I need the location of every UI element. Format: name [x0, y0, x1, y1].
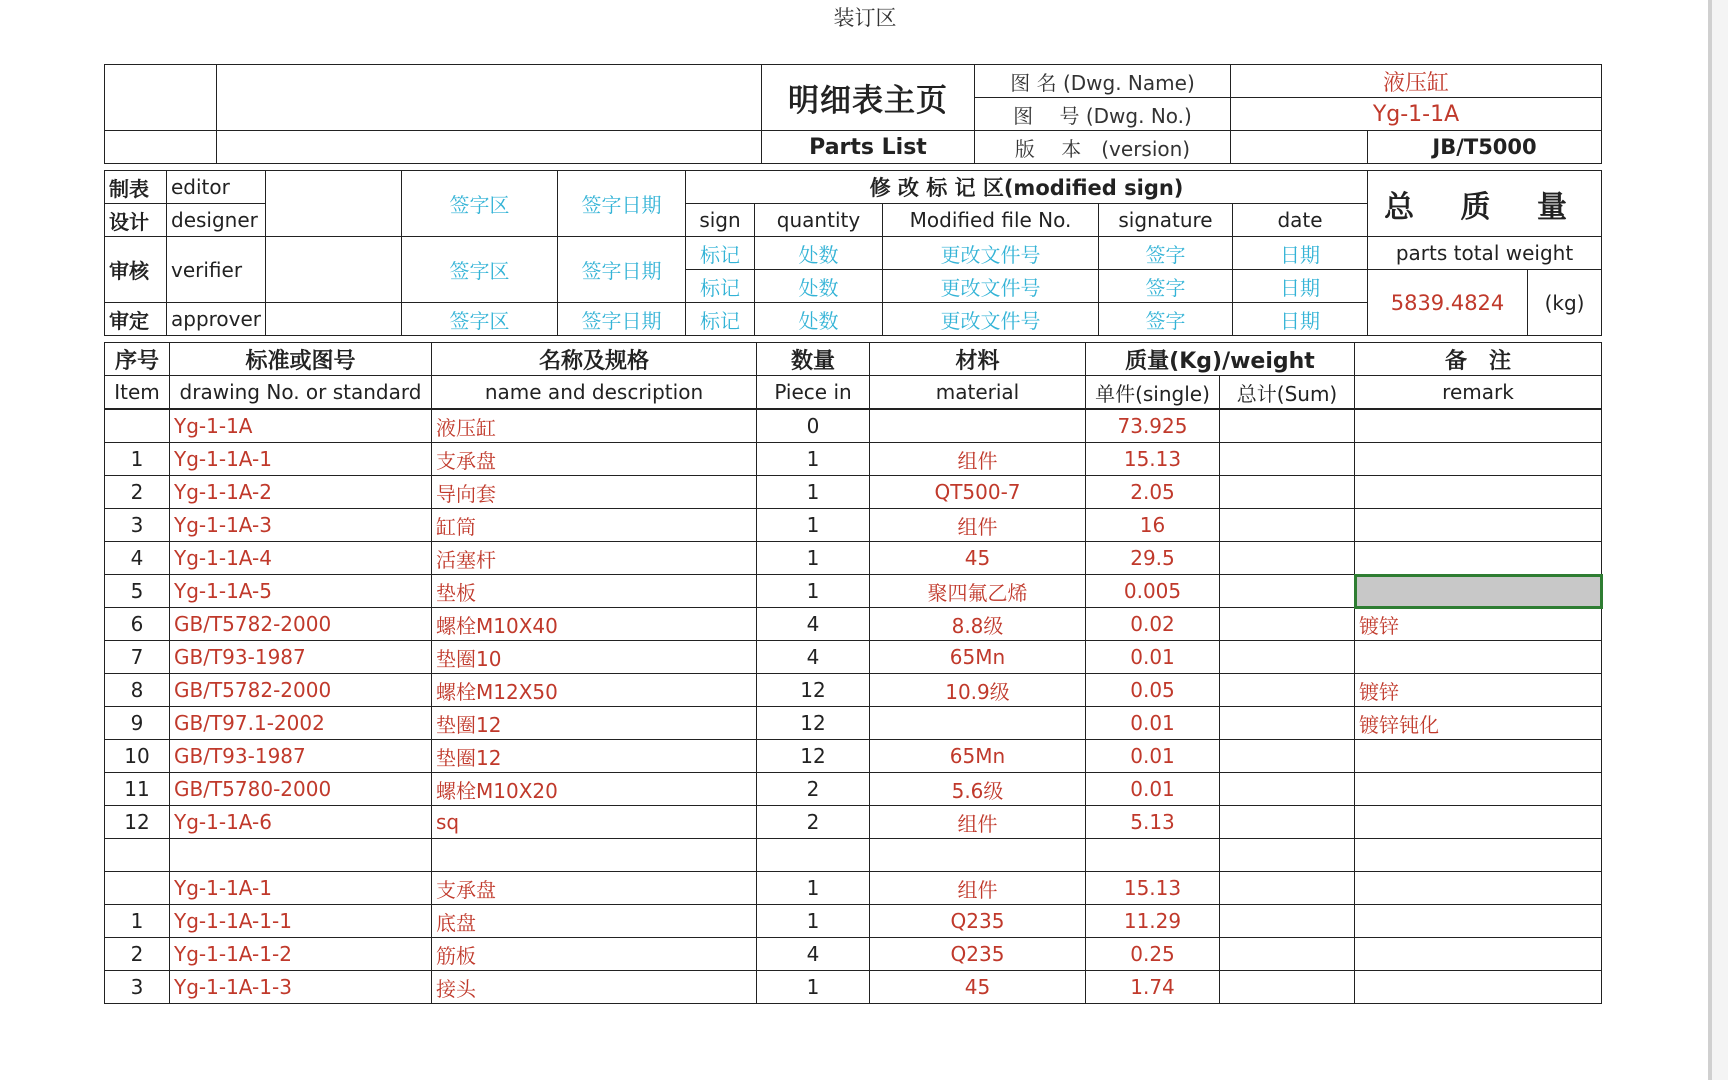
dwg-no-value[interactable]: Yg-1-1A [1231, 98, 1602, 131]
name-cell[interactable]: 垫圈12 [432, 740, 757, 773]
item-cell[interactable] [105, 409, 170, 443]
qty-cell[interactable] [757, 839, 870, 872]
col-subheader-sum: 总计(Sum) [1220, 376, 1355, 410]
mod-cell[interactable]: 更改文件号 [883, 270, 1099, 303]
qty-cell[interactable]: 1 [757, 542, 870, 575]
single-weight-cell[interactable]: 16 [1086, 509, 1220, 542]
single-weight-cell[interactable]: 15.13 [1086, 872, 1220, 905]
remark-cell[interactable] [1355, 938, 1602, 971]
name-cell[interactable] [432, 839, 757, 872]
item-cell[interactable]: 4 [105, 542, 170, 575]
name-cell[interactable]: 支承盘 [432, 872, 757, 905]
single-weight-cell[interactable]: 2.05 [1086, 476, 1220, 509]
name-cell[interactable]: 螺栓M10X40 [432, 608, 757, 641]
version-value[interactable] [1231, 131, 1368, 164]
material-cell[interactable]: 45 [870, 542, 1086, 575]
single-weight-cell[interactable]: 0.05 [1086, 674, 1220, 707]
name-cell[interactable]: 活塞杆 [432, 542, 757, 575]
qty-cell[interactable]: 4 [757, 938, 870, 971]
single-weight-cell[interactable]: 0.02 [1086, 608, 1220, 641]
col-header-material: 材料 [870, 343, 1086, 376]
total-weight-unit: (kg) [1528, 270, 1602, 336]
qty-cell[interactable]: 1 [757, 476, 870, 509]
sum-weight-cell[interactable] [1220, 443, 1355, 476]
name-cell[interactable]: 底盘 [432, 905, 757, 938]
table-row [105, 476, 1602, 509]
drawing-no-cell[interactable]: Yg-1-1A-1-2 [170, 938, 432, 971]
sign-area[interactable]: 签字区 [402, 237, 558, 303]
material-cell[interactable]: 组件 [870, 872, 1086, 905]
single-weight-cell[interactable]: 11.29 [1086, 905, 1220, 938]
total-weight-en: parts total weight [1368, 237, 1602, 270]
item-cell[interactable]: 1 [105, 443, 170, 476]
dwg-name-label: 图 名 (Dwg. Name) [975, 65, 1231, 98]
drawing-no-cell[interactable]: GB/T5782-2000 [170, 608, 432, 641]
role-en: editor [167, 171, 266, 204]
single-weight-cell[interactable]: 73.925 [1086, 409, 1220, 443]
col-subheader-material: material [870, 376, 1086, 410]
table-row [105, 641, 1602, 674]
sum-weight-cell[interactable] [1220, 938, 1355, 971]
item-cell[interactable]: 3 [105, 971, 170, 1004]
remark-cell[interactable] [1355, 971, 1602, 1004]
name-cell[interactable]: 导向套 [432, 476, 757, 509]
qty-cell[interactable]: 1 [757, 509, 870, 542]
table-row [105, 443, 1602, 476]
sum-weight-cell[interactable] [1220, 641, 1355, 674]
item-cell[interactable]: 11 [105, 773, 170, 806]
material-cell[interactable]: 45 [870, 971, 1086, 1004]
material-cell[interactable]: Q235 [870, 938, 1086, 971]
mod-cell[interactable]: 日期 [1233, 270, 1368, 303]
mod-cell[interactable]: 签字 [1099, 237, 1233, 270]
col-subheader-single: 单件(single) [1086, 376, 1220, 410]
table-row [105, 674, 1602, 707]
drawing-no-cell[interactable]: GB/T93-1987 [170, 641, 432, 674]
item-cell[interactable]: 8 [105, 674, 170, 707]
drawing-no-cell[interactable]: GB/T97.1-2002 [170, 707, 432, 740]
col-subheader-item: Item [105, 376, 170, 410]
single-weight-cell[interactable]: 0.01 [1086, 641, 1220, 674]
remark-cell[interactable] [1355, 839, 1602, 872]
name-cell[interactable]: 液压缸 [432, 409, 757, 443]
remark-cell[interactable]: 镀锌 [1355, 608, 1602, 641]
name-cell[interactable]: 接头 [432, 971, 757, 1004]
name-cell[interactable]: 支承盘 [432, 443, 757, 476]
qty-cell[interactable]: 12 [757, 707, 870, 740]
dwg-name-value[interactable]: 液压缸 [1231, 65, 1602, 98]
sign-date[interactable]: 签字日期 [558, 237, 686, 303]
mod-cell[interactable]: 处数 [755, 237, 883, 270]
qty-cell[interactable]: 1 [757, 971, 870, 1004]
role-cn: 审核 [105, 237, 167, 303]
blank-cell[interactable] [217, 131, 762, 164]
single-weight-cell[interactable]: 1.74 [1086, 971, 1220, 1004]
col-subheader-drawing: drawing No. or standard [170, 376, 432, 410]
sum-weight-cell[interactable] [1220, 476, 1355, 509]
scrollbar[interactable] [1712, 0, 1728, 1080]
item-cell[interactable]: 10 [105, 740, 170, 773]
parts-body [105, 409, 1602, 1004]
table-row [105, 542, 1602, 575]
sum-weight-cell[interactable] [1220, 509, 1355, 542]
drawing-no-cell[interactable]: Yg-1-1A-6 [170, 806, 432, 839]
sum-weight-cell[interactable] [1220, 773, 1355, 806]
remark-cell[interactable] [1355, 476, 1602, 509]
sum-weight-cell[interactable] [1220, 839, 1355, 872]
item-cell[interactable]: 1 [105, 905, 170, 938]
mod-cell[interactable]: 处数 [755, 303, 883, 336]
mod-cell[interactable]: 签字 [1099, 270, 1233, 303]
col-subheader-qty: Piece in [757, 376, 870, 410]
role-en: designer [167, 204, 266, 237]
sum-weight-cell[interactable] [1220, 740, 1355, 773]
table-row [105, 409, 1602, 443]
remark-cell[interactable] [1355, 443, 1602, 476]
single-weight-cell[interactable]: 0.005 [1086, 575, 1220, 608]
table-row [105, 839, 1602, 872]
col-header-name: 名称及规格 [432, 343, 757, 376]
table-row [105, 971, 1602, 1004]
parts-list-title: 明细表主页 [762, 65, 975, 131]
drawing-no-cell[interactable]: Yg-1-1A-2 [170, 476, 432, 509]
version-label: 版 本 (version) [975, 131, 1231, 164]
col-header-weight: 质量(Kg)/weight [1086, 343, 1355, 376]
mod-cell[interactable]: 更改文件号 [883, 303, 1099, 336]
col-header-drawing: 标准或图号 [170, 343, 432, 376]
qty-cell[interactable]: 0 [757, 409, 870, 443]
material-cell[interactable]: 组件 [870, 443, 1086, 476]
material-cell[interactable]: 65Mn [870, 641, 1086, 674]
single-weight-cell[interactable]: 0.01 [1086, 707, 1220, 740]
dwg-no-label: 图 号 (Dwg. No.) [975, 98, 1231, 131]
item-cell[interactable]: 5 [105, 575, 170, 608]
material-cell[interactable]: Q235 [870, 905, 1086, 938]
table-row [105, 608, 1602, 641]
qty-cell[interactable]: 1 [757, 443, 870, 476]
remark-cell[interactable]: 镀锌 [1355, 674, 1602, 707]
material-cell[interactable]: 65Mn [870, 740, 1086, 773]
single-weight-cell[interactable]: 0.25 [1086, 938, 1220, 971]
mod-cell[interactable]: 更改文件号 [883, 237, 1099, 270]
total-weight-value[interactable]: 5839.4824 [1368, 270, 1528, 336]
sum-weight-cell[interactable] [1220, 905, 1355, 938]
item-cell[interactable]: 9 [105, 707, 170, 740]
drawing-no-cell[interactable]: Yg-1-1A-4 [170, 542, 432, 575]
mod-header: Modified file No. [883, 204, 1099, 237]
mod-header: date [1233, 204, 1368, 237]
modified-sign-title: 修 改 标 记 区(modified sign) [686, 171, 1368, 204]
drawing-no-cell[interactable]: Yg-1-1A-1-3 [170, 971, 432, 1004]
role-cn: 设计 [105, 204, 167, 237]
table-row [105, 509, 1602, 542]
item-cell[interactable]: 3 [105, 509, 170, 542]
blank-cell[interactable] [105, 65, 217, 131]
mod-header: signature [1099, 204, 1233, 237]
mod-cell[interactable]: 标记 [686, 270, 755, 303]
mod-header: sign [686, 204, 755, 237]
single-weight-cell[interactable]: 15.13 [1086, 443, 1220, 476]
parts-list-subtitle: Parts List [762, 131, 975, 164]
name-cell[interactable]: 筋板 [432, 938, 757, 971]
remark-cell[interactable] [1355, 872, 1602, 905]
material-cell[interactable]: 5.6级 [870, 773, 1086, 806]
material-cell[interactable]: 组件 [870, 806, 1086, 839]
item-cell[interactable]: 7 [105, 641, 170, 674]
drawing-no-cell[interactable]: Yg-1-1A-5 [170, 575, 432, 608]
binding-area-label: 装订区 [833, 6, 897, 30]
remark-cell[interactable]: 镀锌钝化 [1355, 707, 1602, 740]
table-row [105, 707, 1602, 740]
col-header-item: 序号 [105, 343, 170, 376]
sum-weight-cell[interactable] [1220, 806, 1355, 839]
qty-cell[interactable]: 4 [757, 608, 870, 641]
name-cell[interactable]: 螺栓M10X20 [432, 773, 757, 806]
remark-cell[interactable] [1355, 542, 1602, 575]
material-cell[interactable] [870, 839, 1086, 872]
sum-weight-cell[interactable] [1220, 674, 1355, 707]
name-cell[interactable]: 螺栓M12X50 [432, 674, 757, 707]
single-weight-cell[interactable]: 0.01 [1086, 773, 1220, 806]
blank-cell[interactable] [217, 65, 762, 131]
name-cell[interactable]: 缸筒 [432, 509, 757, 542]
material-cell[interactable]: QT500-7 [870, 476, 1086, 509]
item-cell[interactable]: 6 [105, 608, 170, 641]
mod-cell[interactable]: 标记 [686, 303, 755, 336]
item-cell[interactable]: 2 [105, 476, 170, 509]
table-row [105, 872, 1602, 905]
mod-cell[interactable]: 标记 [686, 237, 755, 270]
total-weight-title: 总 质 量 [1368, 171, 1602, 237]
name-cell[interactable]: 垫板 [432, 575, 757, 608]
qty-cell[interactable]: 2 [757, 806, 870, 839]
remark-cell[interactable] [1355, 409, 1602, 443]
blank-cell[interactable] [105, 131, 217, 164]
single-weight-cell[interactable]: 0.01 [1086, 740, 1220, 773]
role-cn: 审定 [105, 303, 167, 336]
item-cell[interactable]: 12 [105, 806, 170, 839]
drawing-no-cell[interactable]: Yg-1-1A-1 [170, 872, 432, 905]
parts-table [104, 342, 1602, 1004]
signature-block [104, 170, 1602, 336]
qty-cell[interactable]: 4 [757, 641, 870, 674]
table-row [105, 773, 1602, 806]
table-row [105, 905, 1602, 938]
remark-cell[interactable] [1355, 806, 1602, 839]
material-cell[interactable] [870, 707, 1086, 740]
sign-date[interactable]: 签字日期 [558, 303, 686, 336]
signature-input[interactable] [266, 303, 402, 336]
sum-weight-cell[interactable] [1220, 872, 1355, 905]
material-cell[interactable]: 聚四氟乙烯 [870, 575, 1086, 608]
qty-cell[interactable]: 12 [757, 674, 870, 707]
qty-cell[interactable]: 1 [757, 905, 870, 938]
drawing-no-cell[interactable] [170, 839, 432, 872]
sum-weight-cell[interactable] [1220, 575, 1355, 608]
remark-cell[interactable] [1355, 641, 1602, 674]
remark-cell[interactable] [1355, 575, 1602, 608]
title-block [104, 64, 1602, 164]
col-header-qty: 数量 [757, 343, 870, 376]
single-weight-cell[interactable]: 5.13 [1086, 806, 1220, 839]
role-en: verifier [167, 237, 266, 303]
qty-cell[interactable]: 12 [757, 740, 870, 773]
remark-cell[interactable] [1355, 773, 1602, 806]
sign-date[interactable]: 签字日期 [558, 171, 686, 237]
drawing-no-cell[interactable]: Yg-1-1A-1-1 [170, 905, 432, 938]
sum-weight-cell[interactable] [1220, 542, 1355, 575]
mod-cell[interactable]: 日期 [1233, 303, 1368, 336]
name-cell[interactable]: sq [432, 806, 757, 839]
single-weight-cell[interactable]: 29.5 [1086, 542, 1220, 575]
mod-cell[interactable]: 签字 [1099, 303, 1233, 336]
sign-area[interactable]: 签字区 [402, 303, 558, 336]
item-cell[interactable]: 2 [105, 938, 170, 971]
col-subheader-remark: remark [1355, 376, 1602, 410]
name-cell[interactable]: 垫圈10 [432, 641, 757, 674]
standard-code: JB/T5000 [1368, 131, 1602, 164]
table-row [105, 740, 1602, 773]
item-cell[interactable] [105, 839, 170, 872]
mod-cell[interactable]: 日期 [1233, 237, 1368, 270]
table-row [105, 806, 1602, 839]
signature-input[interactable] [266, 237, 402, 303]
sign-area[interactable]: 签字区 [402, 171, 558, 237]
material-cell[interactable] [870, 409, 1086, 443]
remark-cell[interactable] [1355, 905, 1602, 938]
sum-weight-cell[interactable] [1220, 409, 1355, 443]
sum-weight-cell[interactable] [1220, 707, 1355, 740]
item-cell[interactable] [105, 872, 170, 905]
drawing-no-cell[interactable]: GB/T93-1987 [170, 740, 432, 773]
material-cell[interactable]: 10.9级 [870, 674, 1086, 707]
drawing-no-cell[interactable]: Yg-1-1A-1 [170, 443, 432, 476]
signature-input[interactable] [266, 171, 402, 237]
drawing-no-cell[interactable]: GB/T5782-2000 [170, 674, 432, 707]
material-cell[interactable]: 组件 [870, 509, 1086, 542]
remark-cell[interactable] [1355, 509, 1602, 542]
mod-cell[interactable]: 处数 [755, 270, 883, 303]
sum-weight-cell[interactable] [1220, 608, 1355, 641]
material-cell[interactable]: 8.8级 [870, 608, 1086, 641]
sum-weight-cell[interactable] [1220, 971, 1355, 1004]
drawing-no-cell[interactable]: Yg-1-1A [170, 409, 432, 443]
single-weight-cell[interactable] [1086, 839, 1220, 872]
qty-cell[interactable]: 1 [757, 872, 870, 905]
drawing-no-cell[interactable]: Yg-1-1A-3 [170, 509, 432, 542]
mod-header: quantity [755, 204, 883, 237]
role-en: approver [167, 303, 266, 336]
table-row [105, 575, 1602, 608]
qty-cell[interactable]: 2 [757, 773, 870, 806]
qty-cell[interactable]: 1 [757, 575, 870, 608]
table-row [105, 938, 1602, 971]
drawing-no-cell[interactable]: GB/T5780-2000 [170, 773, 432, 806]
remark-cell[interactable] [1355, 740, 1602, 773]
name-cell[interactable]: 垫圈12 [432, 707, 757, 740]
role-cn: 制表 [105, 171, 167, 204]
col-subheader-name: name and description [432, 376, 757, 410]
col-header-remark: 备 注 [1355, 343, 1602, 376]
